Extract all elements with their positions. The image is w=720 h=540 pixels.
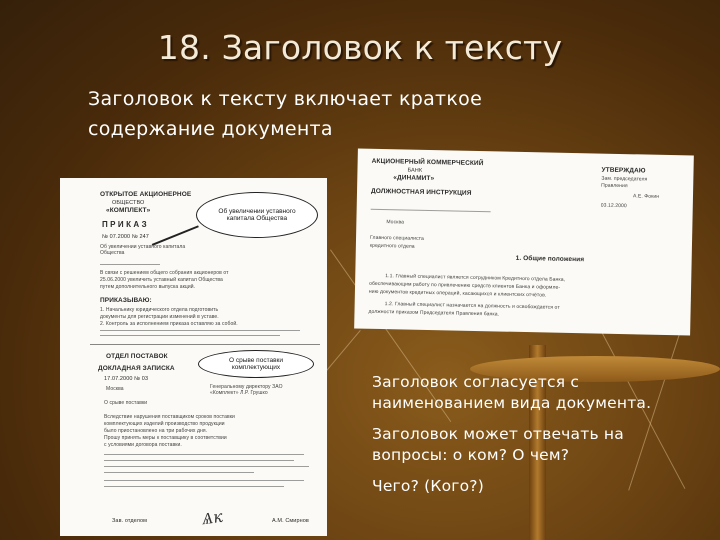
instruction-body-line: нию документов кредитных операций, касающихся и клиентских отчётов. [368, 288, 547, 299]
instruction-body-line: обеспечивающим работу по привлечению средств клиентов Банка и оформле- [369, 280, 561, 291]
memo-body-line: комплектующих изделий производство продукции [104, 421, 225, 427]
notes-block [372, 372, 672, 507]
org-name-line: ОТКРЫТОЕ АКЦИОНЕРНОЕ [100, 191, 192, 198]
instruction-body-line: 1.2. Главный специалист назначается на должность и освобождается от [384, 301, 560, 311]
section-divider [90, 344, 320, 345]
text-line [104, 466, 309, 467]
department-name: ОТДЕЛ ПОСТАВОК [106, 353, 168, 360]
text-line [100, 264, 160, 265]
memo-doc-type: ДОКЛАДНАЯ ЗАПИСКА [98, 365, 175, 372]
instruction-body-line: 1.1. Главный специалист является сотрудником Кредитного отдела Банка, [385, 273, 566, 283]
body-line: 2. Контроль за исполнением приказа оставляю за собой. [100, 321, 238, 327]
text-line [104, 480, 304, 481]
section-heading: 1. Общие положения [515, 254, 585, 264]
callout-bubble-subject: Об увеличении уставного капитала Общества [196, 192, 318, 238]
memo-body-line: Прошу принять меры к поставщику в соответствии [104, 435, 227, 441]
bank-name-line: АКЦИОНЕРНЫЙ КОММЕРЧЕСКИЙ [371, 157, 484, 168]
text-line [104, 486, 284, 487]
memo-body-line: Вследствие нарушения поставщиком сроков поставки [104, 414, 235, 420]
approver-name: А.Е. Фокин [632, 193, 660, 200]
memo-subject: О срыве поставки [104, 400, 148, 406]
doc-type: П Р И К А З [102, 220, 147, 229]
text-line [100, 335, 280, 336]
document-scan-order [60, 178, 327, 536]
signature-role: Зав. отделом [112, 518, 148, 524]
doc-city: Москва [386, 219, 405, 226]
memo-city: Москва [106, 386, 124, 392]
document-scan-instruction [354, 149, 694, 336]
body-line: 25.06.2000 увеличить уставный капитал Общества [100, 277, 223, 283]
note-paragraph: Заголовок согласуется с наименованием вида документа. [372, 373, 652, 412]
memo-date: 17.07.2000 № 03 [104, 376, 149, 382]
intro-text: Заголовок к тексту включает краткое содержание документа [88, 88, 483, 140]
note-paragraph: Чего? (Кого?) [372, 477, 484, 495]
note-paragraph: Заголовок может отвечать на вопросы: о ком? О чем? [372, 425, 624, 464]
text-line [371, 209, 491, 213]
body-line: путем дополнительного выпуска акций. [100, 284, 196, 290]
memo-body-line: было приостановлено на три рабочих дня. [104, 428, 208, 434]
body-line: В связи с решением общего собрания акционеров от [100, 270, 229, 276]
text-line [104, 454, 304, 455]
bank-name-line: «ДИНАМИТ» [393, 174, 435, 183]
doc-subject: Об увеличении уставного капитала Общества [100, 244, 186, 256]
approval-line: Зам. председателя [601, 175, 648, 183]
body-line: 1. Начальнику юридического отдела подготовить [100, 307, 219, 313]
doc-type: ДОЛЖНОСТНАЯ ИНСТРУКЦИЯ [370, 187, 472, 197]
org-name-line: ОБЩЕСТВО [112, 200, 145, 206]
approval-stamp: УТВЕРЖДАЮ [601, 166, 646, 175]
text-line [100, 330, 300, 331]
doc-subject-line: кредитного отдела [369, 242, 415, 250]
order-directive: ПРИКАЗЫВАЮ: [100, 297, 152, 304]
bank-name-line: БАНК [407, 167, 423, 174]
memo-body-line: с условиями договора поставки. [104, 442, 182, 448]
handwritten-signature: Ѧк [200, 506, 224, 529]
approval-date: 03.12.2000 [600, 202, 627, 210]
text-line [104, 460, 294, 461]
slide-title: 18. Заголовок к тексту [157, 28, 563, 67]
callout-bubble-memo: О срыве поставки комплектующих [198, 350, 314, 378]
instruction-body-line: должности приказом Председателя Правления банка. [368, 308, 500, 318]
text-line [104, 472, 254, 473]
approval-line: Правления [601, 182, 628, 190]
signature-name: А.М. Смирнов [272, 518, 309, 524]
doc-subject-line: Главного специалиста [369, 234, 424, 242]
org-name-line: «КОМПЛЕКТ» [106, 207, 151, 214]
doc-number: № 07.2000 № 247 [102, 234, 149, 240]
callout-pointer [152, 225, 199, 245]
memo-addressee: Генеральному директору ЗАО «Комплект» Л.Р. Грушко [210, 384, 283, 396]
body-line: документы для регистрации изменений в уставе. [100, 314, 219, 320]
